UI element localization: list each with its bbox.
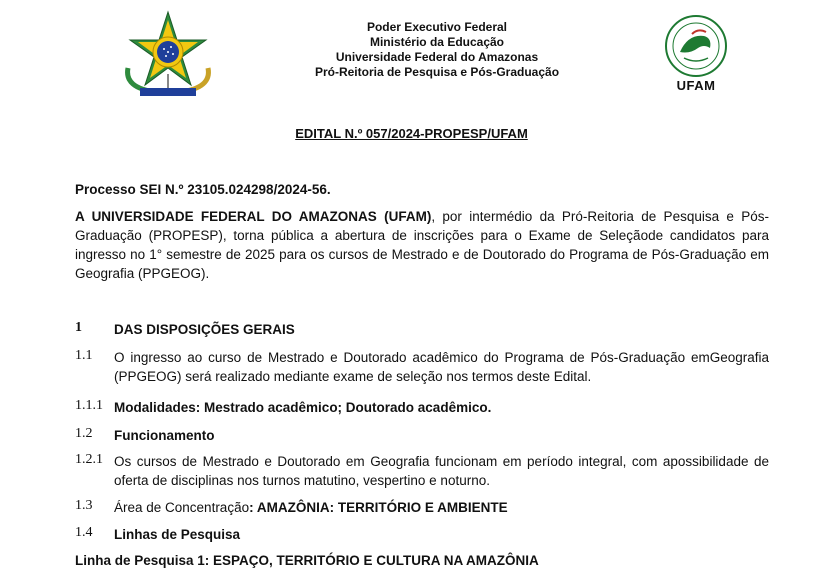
section-number: 1: [75, 320, 82, 335]
section-number: 1.2.1: [75, 452, 103, 467]
header-line: Pró-Reitoria de Pesquisa e Pós-Graduação: [314, 65, 560, 79]
section-text: Os cursos de Mestrado e Doutorado em Geografia funcionam em período integral, com apossibilidade de oferta de disciplinas nos turnos matutino, vespertino e noturno.: [114, 454, 769, 488]
ufam-logo-icon: [664, 14, 728, 78]
section-number: 1.2: [75, 426, 93, 441]
intro-text: , por intermédio da Pró-Reitoria de Pesquisa e Pós-Graduação (PROPESP), torna pública a abertura de inscrições para o Exame de Seleçãode candidatos para ingresso no 1° semestre de 2025 para os cursos de Mestrado e de Doutorado do Programa de Pós-Graduação em Geografia (PPGEOG).: [75, 209, 769, 281]
area-label: Área de Concentração: [114, 500, 250, 515]
section-text: O ingresso ao curso de Mestrado e Doutorado acadêmico do Programa de Pós-Graduação emGeografia (PPGEOG) será realizado mediante exame de seleção nos termos deste Edital.: [114, 350, 769, 384]
process-number: Processo SEI N.º 23105.024298/2024-56.: [75, 182, 331, 197]
section-text: Modalidades: Mestrado acadêmico; Doutorado acadêmico.: [114, 400, 492, 415]
header-line: Ministério da Educação: [369, 35, 505, 49]
section-number: 1.1: [75, 348, 93, 363]
area-value: : AMAZÔNIA: TERRITÓRIO E AMBIENTE: [249, 500, 508, 515]
section-title: DAS DISPOSIÇÕES GERAIS: [114, 322, 295, 337]
brazil-coat-of-arms-icon: [118, 8, 218, 100]
section-text: [114, 498, 769, 517]
section-number: 1.1.1: [75, 398, 103, 413]
section-text: Funcionamento: [114, 428, 215, 443]
header-line: Poder Executivo Federal: [366, 20, 508, 34]
ufam-label: UFAM: [676, 78, 716, 93]
section-number: 1.4: [75, 525, 93, 540]
intro-paragraph: [75, 207, 769, 283]
section-number: 1.3: [75, 498, 93, 513]
edital-title-text: EDITAL N.º 057/2024-PROPESP/UFAM: [295, 126, 528, 141]
research-line-text: Linha de Pesquisa 1: ESPAÇO, TERRITÓRIO E CULTURA NA AMAZÔNIA: [75, 553, 539, 568]
institution-header: [250, 20, 624, 80]
header-line: Universidade Federal do Amazonas: [335, 50, 539, 64]
edital-title: [0, 126, 823, 141]
section-text: Linhas de Pesquisa: [114, 527, 241, 542]
intro-bold-lead: A UNIVERSIDADE FEDERAL DO AMAZONAS (UFAM): [75, 209, 432, 224]
